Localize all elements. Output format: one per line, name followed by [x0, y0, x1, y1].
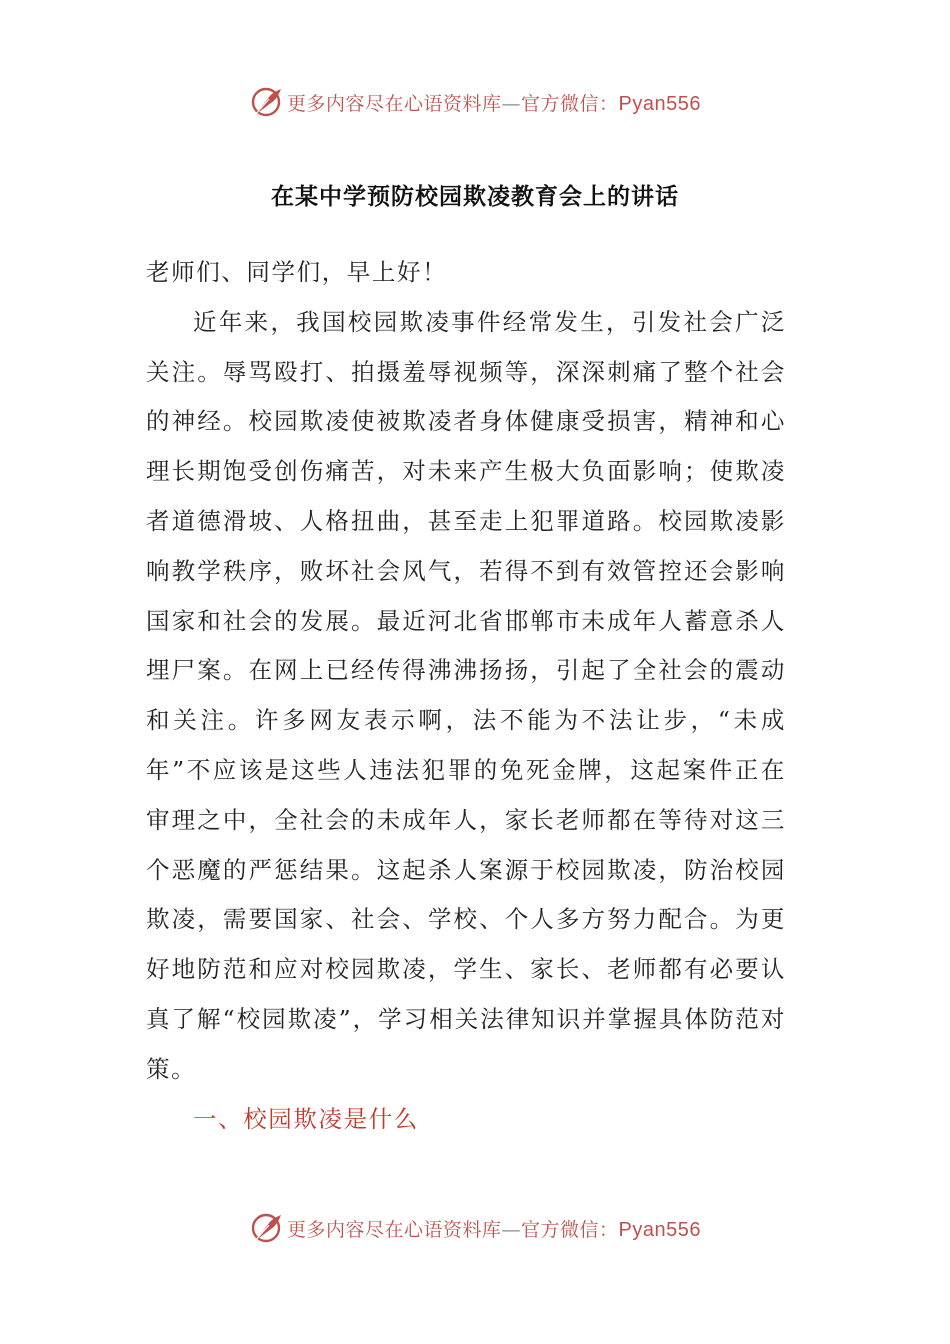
greeting: 老师们、同学们，早上好！: [146, 258, 448, 286]
banner-text: [287, 89, 701, 116]
banner-separator: —: [501, 92, 522, 115]
quill-logo-icon: [249, 85, 283, 119]
banner-handle: Pyan556: [618, 1218, 701, 1241]
banner-handle: Pyan556: [618, 92, 701, 115]
paragraph: 近年来，我国校园欺凌事件经常发生，引发社会广泛关注。辱骂殴打、拍摄羞辱视频等，深深刺痛了整个社会的神经。校园欺凌使被欺凌者身体健康受损害，精神和心理长期饱受创伤痛苦，对未来产生极大负面影响；使欺凌者道德滑坡、人格扭曲，甚至走上犯罪道路。校园欺凌影响教学秩序，败坏社会风气，若得不到有效管控还会影响国家和社会的发展。最近河北省邯郸市未成年人蓄意杀人埋尸案。在网上已经传得沸沸扬扬，引起了全社会的震动和关注。许多网友表示啊，法不能为不法让步，“未成年”不应该是这些人违法犯罪的免死金牌，这起案件正在审理之中，全社会的未成年人，家长老师都在等待对这三个恶魔的严惩结果。这起杀人案源于校园欺凌，防治校园欺凌，需要国家、社会、学校、个人多方努力配合。为更好地防范和应对校园欺凌，学生、家长、老师都有必要认真了解“校园欺凌”，学习相关法律知识并掌握具体防范对策。: [146, 307, 786, 1083]
section-heading: 一、校园欺凌是什么: [193, 1104, 419, 1133]
banner-separator: —: [501, 1218, 522, 1241]
banner-text: [287, 1215, 701, 1242]
header-banner: [0, 82, 950, 122]
document-body: [146, 248, 786, 1144]
banner-site-name: 更多内容尽在心语资料库: [287, 1218, 502, 1241]
banner-contact-label: 官方微信：: [521, 1218, 619, 1241]
footer-banner: [0, 1208, 950, 1248]
banner-contact-label: 官方微信：: [521, 92, 619, 115]
document-title: 在某中学预防校园欺凌教育会上的讲话: [271, 183, 679, 210]
banner-site-name: 更多内容尽在心语资料库: [287, 92, 502, 115]
quill-logo-icon: [249, 1211, 283, 1245]
